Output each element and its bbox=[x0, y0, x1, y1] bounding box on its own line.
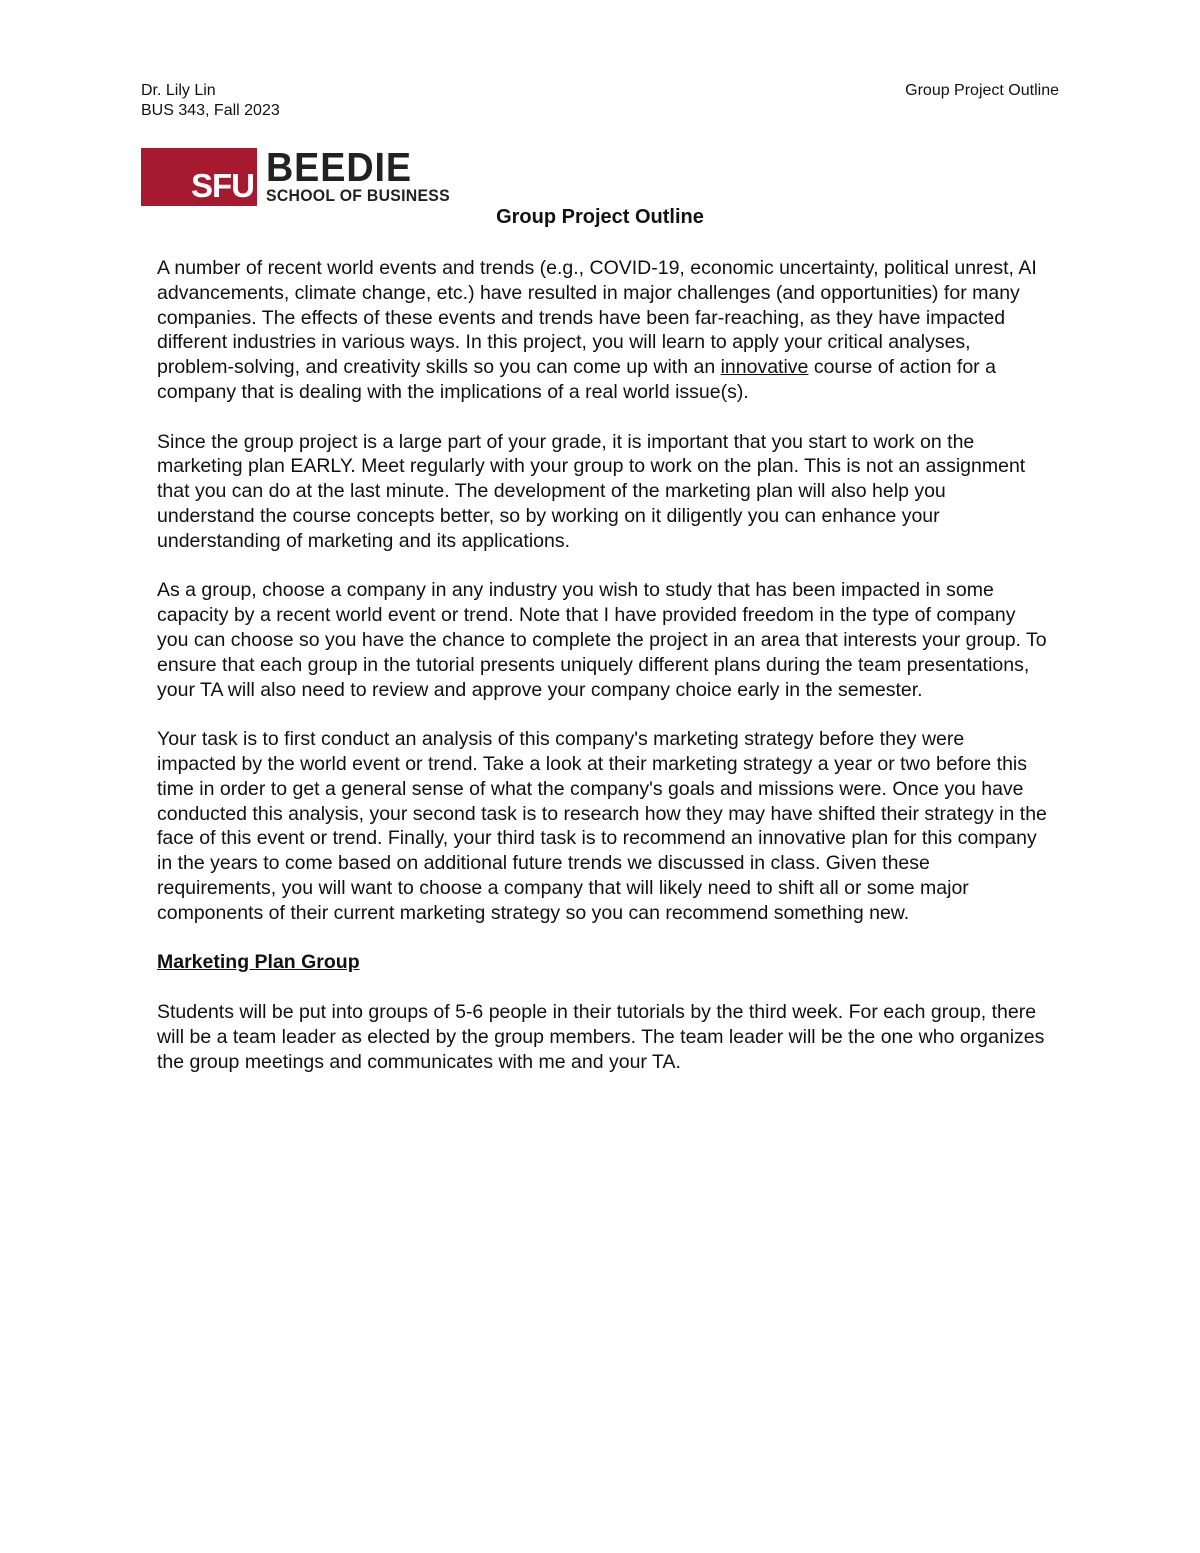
page-header-left bbox=[141, 81, 280, 121]
logo-beedie-text: BEEDIE bbox=[266, 144, 412, 190]
author-name: Dr. Lily Lin bbox=[141, 82, 216, 99]
page-header-right: Group Project Outline bbox=[905, 82, 1059, 99]
course-label: BUS 343, Fall 2023 bbox=[141, 102, 280, 119]
paragraph-start-early: Since the group project is a large part of your grade, it is important that you start to work on the marketing plan EARLY. Meet regularly with your group to work on the plan. This is not an assignment that you can do at the last minute. The development of the marketing plan will also help you understand the course concepts better, so by working on it diligently you can enhance your understanding of marketing and its applications. bbox=[157, 430, 1026, 552]
logo-sfu-text: SFU bbox=[191, 167, 254, 204]
logo-red-block bbox=[141, 148, 257, 206]
paragraph-intro bbox=[157, 256, 1047, 405]
paragraph-tasks: Your task is to first conduct an analysis of this company's marketing strategy before they were impacted by the world event or trend. Take a look at their marketing strategy a year or two before this time in order to get a general sense of what the company's goals and missions were. Once you have conducted this analysis, your second task is to research how they may have shifted their strategy in the face of this event or trend. Finally, your third task is to recommend an innovative plan for this company in the years to come based on additional future trends we discussed in class. Given these requirements, you will want to choose a company that will likely need to shift all or some major components of their current marketing strategy so you can recommend something new. bbox=[157, 728, 1047, 924]
paragraph-intro-part-1: A number of recent world events and trends (e.g., COVID-19, economic uncertainty, political unrest, AI advancements, climate change, etc.) have resulted in major challenges (and opportunities) for many companies. The effects of these events and trends have been far-reaching, as they have impacted different industries in various ways. In this project, you will learn to apply your critical analyses, problem-solving, and creativity skills so you can come up with an bbox=[157, 257, 1037, 379]
document-body bbox=[157, 256, 1047, 1099]
paragraph-groups: Students will be put into groups of 5-6 people in their tutorials by the third week. For each group, there will be a team leader as elected by the group members. The team leader will be the one who organizes the group meetings and communicates with me and your TA. bbox=[157, 1000, 1045, 1073]
section-heading-marketing-plan-group: Marketing Plan Group bbox=[157, 951, 360, 974]
logo-wordmark bbox=[266, 144, 464, 206]
document-title: Group Project Outline bbox=[496, 206, 704, 228]
paragraph-choose-company: As a group, choose a company in any industry you wish to study that has been impacted in some capacity by a recent world event or trend. Note that I have provided freedom in the type of company you can choose so you have the chance to complete the project in an area that interests your group. To ensure that each group in the tutorial presents uniquely different plans during the team presentations, your TA will also need to review and approve your company choice early in the semester. bbox=[157, 579, 1047, 701]
emphasis-innovative: innovative bbox=[720, 356, 809, 379]
sfu-beedie-logo bbox=[141, 144, 464, 208]
logo-school-text: SCHOOL OF BUSINESS bbox=[266, 186, 450, 205]
paragraph-intro-part-2: course of action for a company that is dealing with the implications of a real world issue(s). bbox=[157, 356, 996, 403]
